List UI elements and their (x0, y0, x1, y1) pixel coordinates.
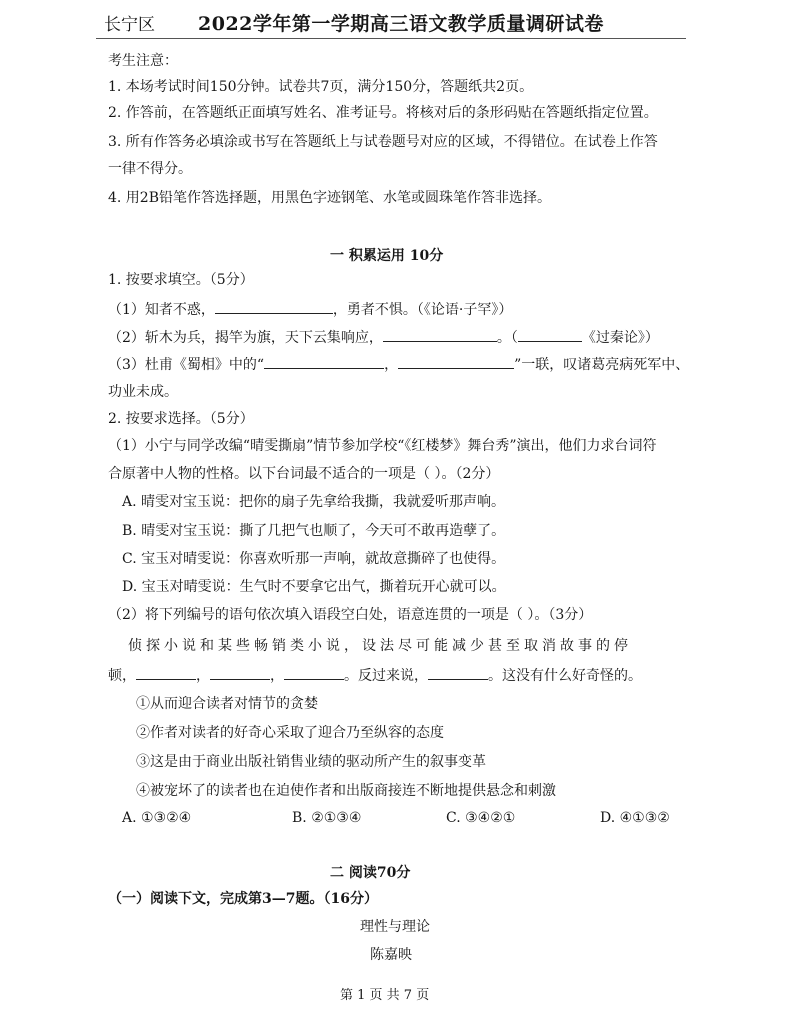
answer-blank[interactable] (383, 327, 497, 342)
passage-text: 侦探小说和某些畅销类小说，设法尽可能减少甚至取消故事的停 (128, 638, 632, 654)
question-text: 《过秦论》） (581, 330, 659, 346)
question-item (108, 354, 689, 374)
notice-item: 1. 本场考试时间150分钟。试卷共7页，满分150分，答题纸共2页。 (108, 79, 534, 95)
passage-fragment: ， (270, 668, 284, 684)
answer-blank[interactable] (398, 354, 514, 369)
passage-fragment: ， (196, 668, 210, 684)
question-item (108, 299, 512, 319)
reading-instruction: （一）阅读下文，完成第3—7题。（16分） (108, 891, 378, 907)
question-text: 合原著中人物的性格。以下台词最不适合的一项是（ ）。（2分） (108, 466, 500, 482)
question-text: ， (384, 357, 399, 373)
passage-fragment: 。反过来说， (344, 668, 428, 684)
notice-heading: 考生注意： (108, 53, 178, 69)
option-item: B. ②①③④ (292, 810, 362, 826)
answer-blank[interactable] (210, 665, 270, 680)
notice-item: 3. 所有作答务必填涂或书写在答题纸上与试卷题号对应的区域，不得错位。在试卷上作答 (108, 134, 658, 150)
option-item: D. 宝玉对晴雯说：生气时不要拿它出气，撕着玩开心就可以。 (122, 579, 506, 595)
notice-item: 2. 作答前，在答题纸正面填写姓名、准考证号。将核对后的条形码贴在答题纸指定位置。 (108, 105, 658, 121)
page-footer: 第 1 页 共 7 页 (340, 988, 430, 1003)
header-divider (96, 38, 686, 39)
question-text: ”一联，叹诸葛亮病死军中、 (514, 357, 690, 373)
question-text: （1）小宁与同学改编“晴雯撕扇”情节参加学校“《红楼梦》舞台秀”演出，他们力求台词符 (108, 438, 657, 454)
question-text: （3）杜甫《蜀相》中的“ (108, 357, 265, 373)
question-text: （1）知者不惑， (108, 302, 215, 318)
section-heading: 二 阅读70分 (330, 865, 411, 881)
answer-blank[interactable] (428, 665, 488, 680)
passage-fragment: 顿， (108, 668, 136, 684)
numbered-sentence: ③这是由于商业出版社销售业绩的驱动所产生的叙事变革 (136, 754, 486, 770)
passage-fragment: 。这没有什么好奇怪的。 (488, 668, 642, 684)
article-author: 陈嘉映 (370, 947, 412, 963)
numbered-sentence: ④被宠坏了的读者也在迫使作者和出版商接连不断地提供悬念和刺激 (136, 783, 556, 799)
question-item (108, 327, 659, 347)
question-text: （2）将下列编号的语句依次填入语段空白处，语意连贯的一项是（ ）。（3分） (108, 607, 593, 623)
section-heading: 一 积累运用 10分 (330, 248, 444, 264)
notice-item: 一律不得分。 (108, 161, 192, 177)
numbered-sentence: ①从而迎合读者对情节的贪婪 (136, 696, 318, 712)
district-label: 长宁区 (104, 15, 155, 35)
question-text: 功业未成。 (108, 384, 178, 400)
question-stem: 1. 按要求填空。（5分） (108, 272, 254, 288)
notice-item: 4. 用2B铅笔作答选择题，用黑色字迹钢笔、水笔或圆珠笔作答非选择。 (108, 190, 552, 206)
question-text: 。（ (496, 330, 518, 346)
numbered-sentence: ②作者对读者的好奇心采取了迎合乃至纵容的态度 (136, 725, 444, 741)
passage-text (108, 665, 642, 685)
option-item: C. 宝玉对晴雯说：你喜欢听那一声响，就故意撕碎了也使得。 (122, 551, 506, 567)
article-title: 理性与理论 (360, 919, 430, 935)
answer-blank[interactable] (215, 299, 333, 314)
answer-blank[interactable] (136, 665, 196, 680)
answer-blank[interactable] (264, 354, 384, 369)
question-text: ，勇者不惧。（《论语·子罕》） (332, 302, 513, 318)
option-item: C. ③④②① (446, 810, 516, 826)
option-item: D. ④①③② (600, 810, 670, 826)
option-item: B. 晴雯对宝玉说：撕了几把气也顺了，今天可不敢再造孽了。 (122, 523, 506, 539)
answer-blank[interactable] (284, 665, 344, 680)
option-item: A. 晴雯对宝玉说：把你的扇子先拿给我撕，我就爱听那声响。 (122, 494, 506, 510)
exam-title: 2022学年第一学期高三语文教学质量调研试卷 (198, 13, 604, 35)
option-item: A. ①③②④ (122, 810, 192, 826)
question-text: （2）斩木为兵，揭竿为旗，天下云集响应， (108, 330, 383, 346)
answer-blank[interactable] (518, 327, 582, 342)
question-stem: 2. 按要求选择。（5分） (108, 411, 254, 427)
